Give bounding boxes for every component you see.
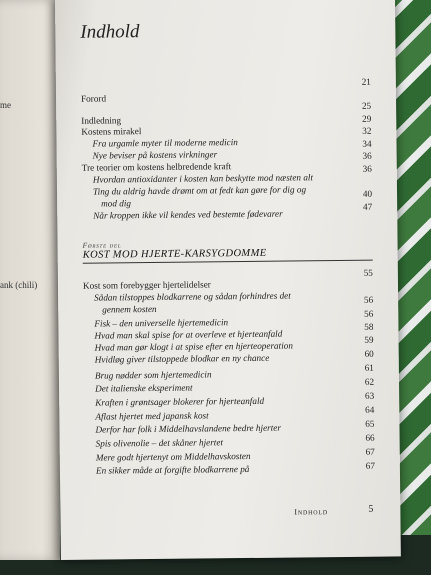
toc-entry-title: Mere godt hjertenyt om Middelhavskosten [95, 450, 251, 463]
toc-entry [94, 316, 384, 329]
toc-entry [95, 368, 385, 381]
toc-entry [95, 409, 385, 422]
toc-entry-title: Når kroppen ikke vil kendes ved bestemte fødevarer [93, 208, 283, 221]
toc-entry-title: Kostens mirakel [81, 126, 142, 137]
toc-entry [93, 208, 383, 221]
toc-entry [95, 340, 385, 353]
toc-entry-title: Ting du aldrig havde drømt om at fedt kan gøre for dig og [92, 184, 307, 197]
toc-entry [93, 184, 383, 197]
toc-entry-title: Hvidløg giver tilstoppede blodkar en ny chance [94, 352, 270, 365]
toc-entry-page: 36 [362, 150, 372, 161]
toc-entry-title: Hvordan antioxidanter i kosten kan beskytte mod næsten alt [92, 172, 314, 185]
toc-entry [95, 395, 385, 408]
toc-entry-title: Forord [80, 93, 107, 104]
toc-entry-page: 64 [365, 404, 375, 415]
toc-entry-page: 32 [362, 125, 372, 136]
toc-entry-title: mod dig [101, 198, 132, 209]
book-page [55, 0, 401, 560]
part-title: KOST MOD HJERTE-KARSYGDOMME [82, 247, 267, 261]
toc-entry [81, 91, 371, 104]
left-page-fragment: me [0, 100, 11, 110]
toc-entry-page: 29 [362, 113, 372, 124]
toc-entry [83, 278, 373, 291]
toc-entry-page: 25 [361, 100, 372, 111]
toc-entry-page: 56 [364, 308, 374, 319]
toc-entry [94, 290, 384, 303]
toc-entry [92, 136, 382, 149]
toc-entry-title: Hvad man gør klogt i at spise efter en hjerteoperation [94, 340, 293, 353]
toc-entry-title: gennem kosten [102, 303, 157, 315]
toc-entry-page: 67 [365, 446, 375, 457]
toc-entry-page: 62 [364, 376, 375, 387]
toc-entry-title: Fisk – den universelle hjertemedicin [94, 317, 229, 329]
toc-entry-page: 61 [364, 362, 374, 373]
toc-entry-title: Fra urgamle myter til moderne medicin [92, 137, 238, 149]
toc-entry-title: Derfor har folk i Middelhavslandene bedre hjerter [95, 422, 281, 435]
toc-entry-title: Tre teorier om kostens helbredende kraft [81, 161, 232, 173]
part-label: Første del [82, 240, 122, 250]
toc-entry-title: Nye beviser på kostens virkninger [92, 149, 218, 161]
toc-entry [95, 381, 385, 394]
toc-entry-title: Aflast hjertet med japansk kost [95, 410, 209, 422]
toc-entry-page: 63 [364, 390, 375, 401]
toc-entry-title: Sådan tilstoppes blodkarrene og sådan forhindres det [94, 290, 291, 303]
toc-entry-page: 58 [364, 321, 374, 332]
toc-entry-title: Brug nødder som hjertemedicin [94, 369, 212, 381]
toc-entry [94, 328, 384, 341]
toc-entry-page: 65 [365, 418, 375, 429]
toc-entry-title: En sikker måde at forgifte blodkarrene på [95, 463, 250, 476]
toc-entry-page: 40 [362, 188, 373, 199]
toc-entry-page: 36 [362, 163, 372, 174]
toc-entry-page: 60 [364, 348, 374, 359]
toc-entry-page: 56 [363, 294, 374, 305]
page-number: 5 [368, 503, 374, 515]
toc-entry [95, 352, 385, 365]
toc-entry [95, 422, 385, 435]
toc-entry-page: 47 [362, 201, 373, 212]
toc-entry [93, 148, 383, 161]
toc-entry-title: Det italienske eksperiment [95, 382, 193, 394]
toc-entry-title: Indledning [81, 115, 122, 126]
toc-entry [82, 160, 372, 173]
toc-entry [96, 450, 386, 463]
toc-entry [96, 436, 386, 449]
toc-entry-title: Hvad man skal spise for at overleve et hjerteanfald [94, 328, 283, 341]
toc-entry-page: 59 [364, 334, 374, 345]
toc-entry-page: 67 [365, 460, 375, 471]
toc-entry [95, 460, 386, 476]
toc-entry-page: 21 [361, 76, 371, 87]
toc-entry [93, 172, 383, 185]
toc-entry-page: 34 [362, 138, 372, 149]
running-footer: Indhold [294, 507, 329, 517]
left-page-fragment: ank (chili) [0, 280, 38, 290]
toc-entry [81, 124, 371, 137]
left-page [0, 0, 60, 560]
page-title: Indhold [80, 21, 140, 43]
toc-entry-page: 55 [363, 267, 373, 278]
toc-entry-page: 66 [365, 432, 375, 443]
toc-entry-title: Kraften i grøntsager blokerer for hjerteanfald [95, 395, 265, 408]
divider [83, 260, 373, 264]
toc-entry-title: Kost som forebygger hjertelidelser [82, 279, 211, 291]
toc-entry-title: Spis olivenolie – det skåner hjertet [95, 437, 224, 449]
